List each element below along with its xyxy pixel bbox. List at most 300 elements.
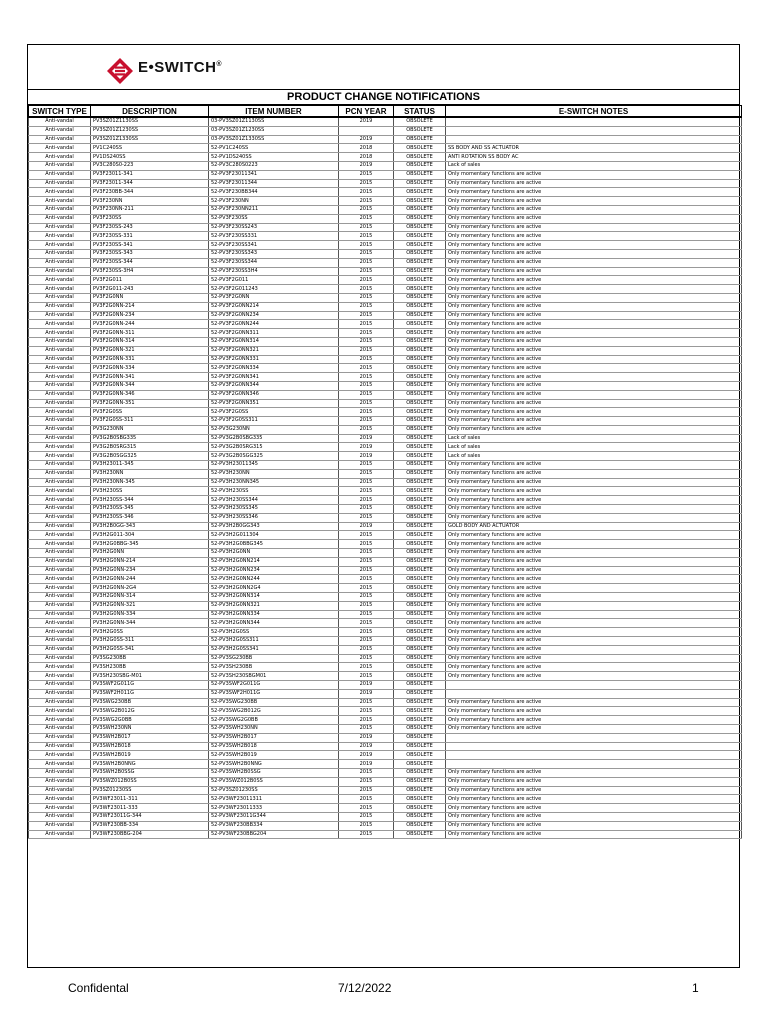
cell-pcn-year: 2015 (339, 417, 394, 426)
cell-notes: Only momentary functions are active (446, 707, 742, 716)
cell-status: OBSOLETE (394, 170, 446, 179)
cell-switch-type: Anti-vandal (29, 390, 91, 399)
cell-pcn-year: 2015 (339, 329, 394, 338)
cell-notes: Only momentary functions are active (446, 513, 742, 522)
cell-switch-type: Anti-vandal (29, 549, 91, 558)
cell-item-number: 52-PV3H2G0NN334 (209, 610, 339, 619)
cell-notes: Only momentary functions are active (446, 821, 742, 830)
cell-description: PV3F2G011 (91, 276, 209, 285)
cell-switch-type: Anti-vandal (29, 593, 91, 602)
cell-notes (446, 760, 742, 769)
cell-pcn-year: 2015 (339, 170, 394, 179)
cell-switch-type: Anti-vandal (29, 724, 91, 733)
cell-notes: Only momentary functions are active (446, 619, 742, 628)
cell-switch-type: Anti-vandal (29, 487, 91, 496)
table-row (29, 346, 742, 355)
table-row (29, 302, 742, 311)
table-row (29, 742, 742, 751)
table-row (29, 531, 742, 540)
cell-status: OBSOLETE (394, 513, 446, 522)
cell-switch-type: Anti-vandal (29, 408, 91, 417)
cell-status: OBSOLETE (394, 716, 446, 725)
cell-notes: Only momentary functions are active (446, 320, 742, 329)
cell-switch-type: Anti-vandal (29, 777, 91, 786)
cell-notes: Only momentary functions are active (446, 267, 742, 276)
cell-notes: Only momentary functions are active (446, 302, 742, 311)
cell-notes: Only momentary functions are active (446, 381, 742, 390)
cell-status: OBSOLETE (394, 399, 446, 408)
cell-notes (446, 742, 742, 751)
cell-description: PV3H2G0NN-321 (91, 601, 209, 610)
table-row (29, 601, 742, 610)
cell-switch-type: Anti-vandal (29, 197, 91, 206)
cell-item-number: 52-PV3G230NN (209, 425, 339, 434)
cell-status: OBSOLETE (394, 117, 446, 126)
cell-switch-type: Anti-vandal (29, 302, 91, 311)
cell-notes: Only momentary functions are active (446, 645, 742, 654)
cell-status: OBSOLETE (394, 135, 446, 144)
table-row (29, 267, 742, 276)
cell-pcn-year: 2015 (339, 179, 394, 188)
cell-notes: Only momentary functions are active (446, 293, 742, 302)
cell-status: OBSOLETE (394, 663, 446, 672)
cell-notes: Only momentary functions are active (446, 549, 742, 558)
cell-pcn-year: 2015 (339, 469, 394, 478)
cell-description: PV3C280S0-223 (91, 161, 209, 170)
cell-description: PV3SWH2B018 (91, 742, 209, 751)
cell-notes: Lack of sales (446, 434, 742, 443)
table-row (29, 161, 742, 170)
cell-status: OBSOLETE (394, 584, 446, 593)
cell-switch-type: Anti-vandal (29, 258, 91, 267)
cell-pcn-year: 2015 (339, 786, 394, 795)
cell-description: PV3WF23011G-344 (91, 812, 209, 821)
cell-status: OBSOLETE (394, 197, 446, 206)
cell-description: PV3H2G0NN (91, 549, 209, 558)
cell-item-number: 52-PV3F230SS344 (209, 258, 339, 267)
cell-pcn-year: 2015 (339, 496, 394, 505)
cell-description: PV3WF230BBG-204 (91, 830, 209, 839)
cell-pcn-year: 2015 (339, 830, 394, 839)
table-row (29, 117, 742, 126)
cell-pcn-year: 2015 (339, 214, 394, 223)
cell-status: OBSOLETE (394, 496, 446, 505)
cell-pcn-year: 2015 (339, 628, 394, 637)
cell-description: PV3F2G0NN-331 (91, 355, 209, 364)
table-row (29, 373, 742, 382)
cell-item-number: 52-PV3F2G0NN346 (209, 390, 339, 399)
cell-status: OBSOLETE (394, 469, 446, 478)
cell-item-number: 52-PV3SWH2B0SSG (209, 768, 339, 777)
cell-switch-type: Anti-vandal (29, 337, 91, 346)
cell-item-number: 52-PV3SWF2H011G (209, 689, 339, 698)
cell-notes: ANTI ROTATION SS BODY AC (446, 153, 742, 162)
col-header-status: STATUS (394, 106, 446, 118)
cell-notes: Only momentary functions are active (446, 425, 742, 434)
cell-pcn-year: 2019 (339, 681, 394, 690)
cell-description: PV3F230BB-344 (91, 188, 209, 197)
cell-status: OBSOLETE (394, 311, 446, 320)
cell-item-number: 52-PV3WF23011G344 (209, 812, 339, 821)
cell-status: OBSOLETE (394, 223, 446, 232)
cell-description: PV3F2G0NN-321 (91, 346, 209, 355)
cell-pcn-year: 2015 (339, 302, 394, 311)
cell-pcn-year: 2019 (339, 689, 394, 698)
cell-item-number: 52-PV3F2G011 (209, 276, 339, 285)
cell-status: OBSOLETE (394, 742, 446, 751)
cell-notes: Only momentary functions are active (446, 197, 742, 206)
cell-pcn-year: 2019 (339, 751, 394, 760)
cell-description: PV3H2G0NN-214 (91, 557, 209, 566)
cell-pcn-year: 2015 (339, 241, 394, 250)
cell-item-number: 52-PV3G2B0SBG335 (209, 434, 339, 443)
cell-pcn-year: 2015 (339, 285, 394, 294)
cell-notes: Only momentary functions are active (446, 795, 742, 804)
cell-description: PV1DS240SS (91, 153, 209, 162)
table-row (29, 777, 742, 786)
cell-status: OBSOLETE (394, 452, 446, 461)
table-row (29, 566, 742, 575)
cell-status: OBSOLETE (394, 768, 446, 777)
table-row (29, 381, 742, 390)
cell-description: PV3F2G0NN-346 (91, 390, 209, 399)
cell-switch-type: Anti-vandal (29, 249, 91, 258)
cell-status: OBSOLETE (394, 698, 446, 707)
cell-item-number: 52-PV3H2G0NN244 (209, 575, 339, 584)
cell-notes: Only momentary functions are active (446, 232, 742, 241)
cell-status: OBSOLETE (394, 654, 446, 663)
cell-notes: Only momentary functions are active (446, 804, 742, 813)
cell-notes: Only momentary functions are active (446, 496, 742, 505)
cell-item-number: 52-PV3H2G0NN214 (209, 557, 339, 566)
col-header-pcn-year: PCN YEAR (339, 106, 394, 118)
cell-description: PV3H230NN-345 (91, 478, 209, 487)
cell-notes: Only momentary functions are active (446, 566, 742, 575)
cell-status: OBSOLETE (394, 285, 446, 294)
cell-item-number: 52-PV3F230NN (209, 197, 339, 206)
cell-pcn-year: 2019 (339, 760, 394, 769)
cell-switch-type: Anti-vandal (29, 575, 91, 584)
cell-item-number: 52-PV3SWG2G0BB (209, 716, 339, 725)
cell-switch-type: Anti-vandal (29, 205, 91, 214)
cell-item-number: 52-PV3F2G0NN344 (209, 381, 339, 390)
table-row (29, 795, 742, 804)
cell-notes: Lack of sales (446, 443, 742, 452)
cell-pcn-year: 2015 (339, 487, 394, 496)
cell-notes (446, 751, 742, 760)
cell-pcn-year: 2015 (339, 188, 394, 197)
cell-status: OBSOLETE (394, 830, 446, 839)
table-row (29, 390, 742, 399)
table-row (29, 707, 742, 716)
cell-description: PV3G230NN (91, 425, 209, 434)
cell-switch-type: Anti-vandal (29, 346, 91, 355)
cell-description: PV3H2G0SS (91, 628, 209, 637)
cell-item-number: 52-PV3H230SS (209, 487, 339, 496)
cell-notes: Only momentary functions are active (446, 777, 742, 786)
cell-notes (446, 126, 742, 135)
table-row (29, 434, 742, 443)
cell-item-number: 52-PV3H230NN345 (209, 478, 339, 487)
table-row (29, 724, 742, 733)
cell-item-number: 52-PV3C280S0223 (209, 161, 339, 170)
cell-status: OBSOLETE (394, 408, 446, 417)
cell-notes: Only momentary functions are active (446, 663, 742, 672)
logo-header (28, 45, 739, 90)
cell-description: PV3H2G0NN-244 (91, 575, 209, 584)
table-row (29, 628, 742, 637)
cell-notes: Lack of sales (446, 161, 742, 170)
cell-status: OBSOLETE (394, 672, 446, 681)
cell-status: OBSOLETE (394, 276, 446, 285)
cell-pcn-year: 2015 (339, 584, 394, 593)
cell-switch-type: Anti-vandal (29, 381, 91, 390)
table-row (29, 619, 742, 628)
cell-description: PV3G2B0SBG335 (91, 434, 209, 443)
cell-description: PV3H2G0NN-314 (91, 593, 209, 602)
cell-status: OBSOLETE (394, 610, 446, 619)
page-title: PRODUCT CHANGE NOTIFICATIONS (28, 90, 739, 105)
cell-description: PV3H230SS-346 (91, 513, 209, 522)
cell-pcn-year: 2018 (339, 153, 394, 162)
cell-status: OBSOLETE (394, 320, 446, 329)
cell-notes: Only momentary functions are active (446, 461, 742, 470)
cell-switch-type: Anti-vandal (29, 610, 91, 619)
cell-notes: Only momentary functions are active (446, 830, 742, 839)
table-row (29, 654, 742, 663)
cell-status: OBSOLETE (394, 487, 446, 496)
cell-notes: Only momentary functions are active (446, 557, 742, 566)
cell-status: OBSOLETE (394, 733, 446, 742)
cell-item-number: 52-PV3SWH2B017 (209, 733, 339, 742)
cell-notes: Only momentary functions are active (446, 610, 742, 619)
cell-notes: Only momentary functions are active (446, 205, 742, 214)
cell-status: OBSOLETE (394, 144, 446, 153)
cell-pcn-year: 2015 (339, 549, 394, 558)
cell-notes: Only momentary functions are active (446, 812, 742, 821)
cell-pcn-year: 2015 (339, 821, 394, 830)
cell-item-number: 52-PV3F2G0NN321 (209, 346, 339, 355)
cell-notes: GOLD BODY AND ACTUATOR (446, 522, 742, 531)
cell-switch-type: Anti-vandal (29, 619, 91, 628)
cell-description: PV3SWF2G011G (91, 681, 209, 690)
cell-pcn-year: 2015 (339, 707, 394, 716)
table-row (29, 681, 742, 690)
cell-status: OBSOLETE (394, 707, 446, 716)
cell-description: PV3SWG2B012G (91, 707, 209, 716)
cell-status: OBSOLETE (394, 645, 446, 654)
cell-item-number: 52-PV3SWZ012B0SS (209, 777, 339, 786)
cell-description: PV3G2B0SGG325 (91, 452, 209, 461)
cell-switch-type: Anti-vandal (29, 232, 91, 241)
cell-description: PV3SWH2B0NNG (91, 760, 209, 769)
cell-notes (446, 117, 742, 126)
cell-pcn-year: 2015 (339, 399, 394, 408)
cell-switch-type: Anti-vandal (29, 329, 91, 338)
cell-switch-type: Anti-vandal (29, 478, 91, 487)
cell-notes: Only momentary functions are active (446, 637, 742, 646)
cell-status: OBSOLETE (394, 346, 446, 355)
cell-item-number: 52-PV3F230NN211 (209, 205, 339, 214)
table-row (29, 135, 742, 144)
cell-item-number: 52-PV3F230SS243 (209, 223, 339, 232)
cell-status: OBSOLETE (394, 751, 446, 760)
cell-pcn-year: 2019 (339, 742, 394, 751)
cell-item-number: 52-PV3H2G0SS341 (209, 645, 339, 654)
table-row (29, 205, 742, 214)
cell-item-number: 52-PV3F2G0NN334 (209, 364, 339, 373)
cell-status: OBSOLETE (394, 812, 446, 821)
cell-switch-type: Anti-vandal (29, 364, 91, 373)
cell-pcn-year: 2019 (339, 522, 394, 531)
cell-switch-type: Anti-vandal (29, 522, 91, 531)
table-row (29, 276, 742, 285)
cell-switch-type: Anti-vandal (29, 373, 91, 382)
cell-switch-type: Anti-vandal (29, 223, 91, 232)
cell-notes (446, 135, 742, 144)
cell-description: PV3F2G0NN-344 (91, 381, 209, 390)
cell-pcn-year: 2015 (339, 812, 394, 821)
cell-item-number: 52-PV3F2G0NN351 (209, 399, 339, 408)
table-row (29, 223, 742, 232)
cell-switch-type: Anti-vandal (29, 135, 91, 144)
cell-switch-type: Anti-vandal (29, 557, 91, 566)
cell-status: OBSOLETE (394, 461, 446, 470)
cell-pcn-year: 2019 (339, 135, 394, 144)
table-body (29, 117, 742, 839)
cell-notes: Only momentary functions are active (446, 249, 742, 258)
table-row (29, 513, 742, 522)
cell-switch-type: Anti-vandal (29, 293, 91, 302)
cell-item-number: 52-PV1DS240SS (209, 153, 339, 162)
table-row (29, 522, 742, 531)
cell-item-number: 03-PV3SZ01Z1330SS (209, 135, 339, 144)
cell-item-number: 52-PV3F2G0NN341 (209, 373, 339, 382)
table-row (29, 258, 742, 267)
cell-pcn-year: 2018 (339, 144, 394, 153)
cell-notes: Only momentary functions are active (446, 311, 742, 320)
cell-pcn-year: 2015 (339, 716, 394, 725)
cell-status: OBSOLETE (394, 522, 446, 531)
cell-description: PV3SWH2B019 (91, 751, 209, 760)
cell-description: PV3G2B0SRG315 (91, 443, 209, 452)
cell-item-number: 03-PV3SZ01Z1230SS (209, 126, 339, 135)
cell-item-number: 52-PV3H2G0NN (209, 549, 339, 558)
cell-pcn-year (339, 126, 394, 135)
cell-notes: Only momentary functions are active (446, 724, 742, 733)
cell-switch-type: Anti-vandal (29, 170, 91, 179)
cell-item-number: 52-PV3SWG230BB (209, 698, 339, 707)
cell-item-number: 52-PV3H2G0BBG345 (209, 540, 339, 549)
cell-status: OBSOLETE (394, 293, 446, 302)
cell-description: PV3SWH230NN (91, 724, 209, 733)
cell-status: OBSOLETE (394, 267, 446, 276)
cell-switch-type: Anti-vandal (29, 461, 91, 470)
cell-status: OBSOLETE (394, 637, 446, 646)
table-row (29, 716, 742, 725)
table-row (29, 487, 742, 496)
cell-description: PV3SWG2G0BB (91, 716, 209, 725)
table-row (29, 179, 742, 188)
cell-description: PV3H230SS (91, 487, 209, 496)
cell-status: OBSOLETE (394, 302, 446, 311)
cell-description: PV3F23011-344 (91, 179, 209, 188)
cell-description: PV3F230SS-344 (91, 258, 209, 267)
footer-confidential: Confidental (68, 981, 129, 995)
table-row (29, 241, 742, 250)
cell-pcn-year: 2015 (339, 724, 394, 733)
cell-switch-type: Anti-vandal (29, 830, 91, 839)
cell-notes: Only momentary functions are active (446, 469, 742, 478)
cell-notes: SS BODY AND SS ACTUATOR (446, 144, 742, 153)
cell-status: OBSOLETE (394, 381, 446, 390)
cell-pcn-year: 2015 (339, 425, 394, 434)
cell-item-number: 52-PV3H230SS344 (209, 496, 339, 505)
cell-description: PV3H230NN (91, 469, 209, 478)
cell-description: PV3H23011-345 (91, 461, 209, 470)
table-row (29, 496, 742, 505)
cell-item-number: 52-PV3SZ01230SS (209, 786, 339, 795)
table-row (29, 584, 742, 593)
cell-switch-type: Anti-vandal (29, 672, 91, 681)
cell-description: PV3F2G0NN-351 (91, 399, 209, 408)
cell-notes: Only momentary functions are active (446, 223, 742, 232)
table-row (29, 337, 742, 346)
cell-description: PV3SZ01Z1330SS (91, 135, 209, 144)
cell-switch-type: Anti-vandal (29, 144, 91, 153)
cell-notes: Only momentary functions are active (446, 698, 742, 707)
cell-switch-type: Anti-vandal (29, 188, 91, 197)
cell-notes: Only momentary functions are active (446, 768, 742, 777)
cell-notes: Only momentary functions are active (446, 584, 742, 593)
cell-pcn-year: 2015 (339, 672, 394, 681)
cell-item-number: 52-PV3SWF2G011G (209, 681, 339, 690)
cell-item-number: 52-PV3F23011344 (209, 179, 339, 188)
cell-description: PV3F230SS-343 (91, 249, 209, 258)
cell-description: PV3F2G0NN-311 (91, 329, 209, 338)
cell-item-number: 52-PV3F2G011243 (209, 285, 339, 294)
cell-item-number: 52-PV3F230SS341 (209, 241, 339, 250)
cell-switch-type: Anti-vandal (29, 443, 91, 452)
cell-pcn-year: 2015 (339, 293, 394, 302)
cell-notes: Only momentary functions are active (446, 329, 742, 338)
cell-description: PV3F230SS-341 (91, 241, 209, 250)
cell-switch-type: Anti-vandal (29, 716, 91, 725)
cell-status: OBSOLETE (394, 795, 446, 804)
cell-notes: Only momentary functions are active (446, 672, 742, 681)
cell-item-number: 52-PV3WF230BB334 (209, 821, 339, 830)
cell-switch-type: Anti-vandal (29, 425, 91, 434)
cell-description: PV3SH230SBG-M01 (91, 672, 209, 681)
col-header-item-number: ITEM NUMBER (209, 106, 339, 118)
table-row (29, 760, 742, 769)
cell-status: OBSOLETE (394, 593, 446, 602)
cell-status: OBSOLETE (394, 786, 446, 795)
cell-description: PV3SWZ012B0SS (91, 777, 209, 786)
cell-pcn-year: 2015 (339, 337, 394, 346)
cell-pcn-year: 2015 (339, 461, 394, 470)
cell-notes: Only momentary functions are active (446, 601, 742, 610)
table-row (29, 461, 742, 470)
cell-description: PV3H230SS-345 (91, 505, 209, 514)
cell-item-number: 52-PV3SG230BB (209, 654, 339, 663)
table-row (29, 399, 742, 408)
cell-description: PV3F2G0NN-314 (91, 337, 209, 346)
cell-status: OBSOLETE (394, 425, 446, 434)
cell-description: PV3H2G0SS-341 (91, 645, 209, 654)
cell-status: OBSOLETE (394, 390, 446, 399)
cell-notes: Only momentary functions are active (446, 337, 742, 346)
